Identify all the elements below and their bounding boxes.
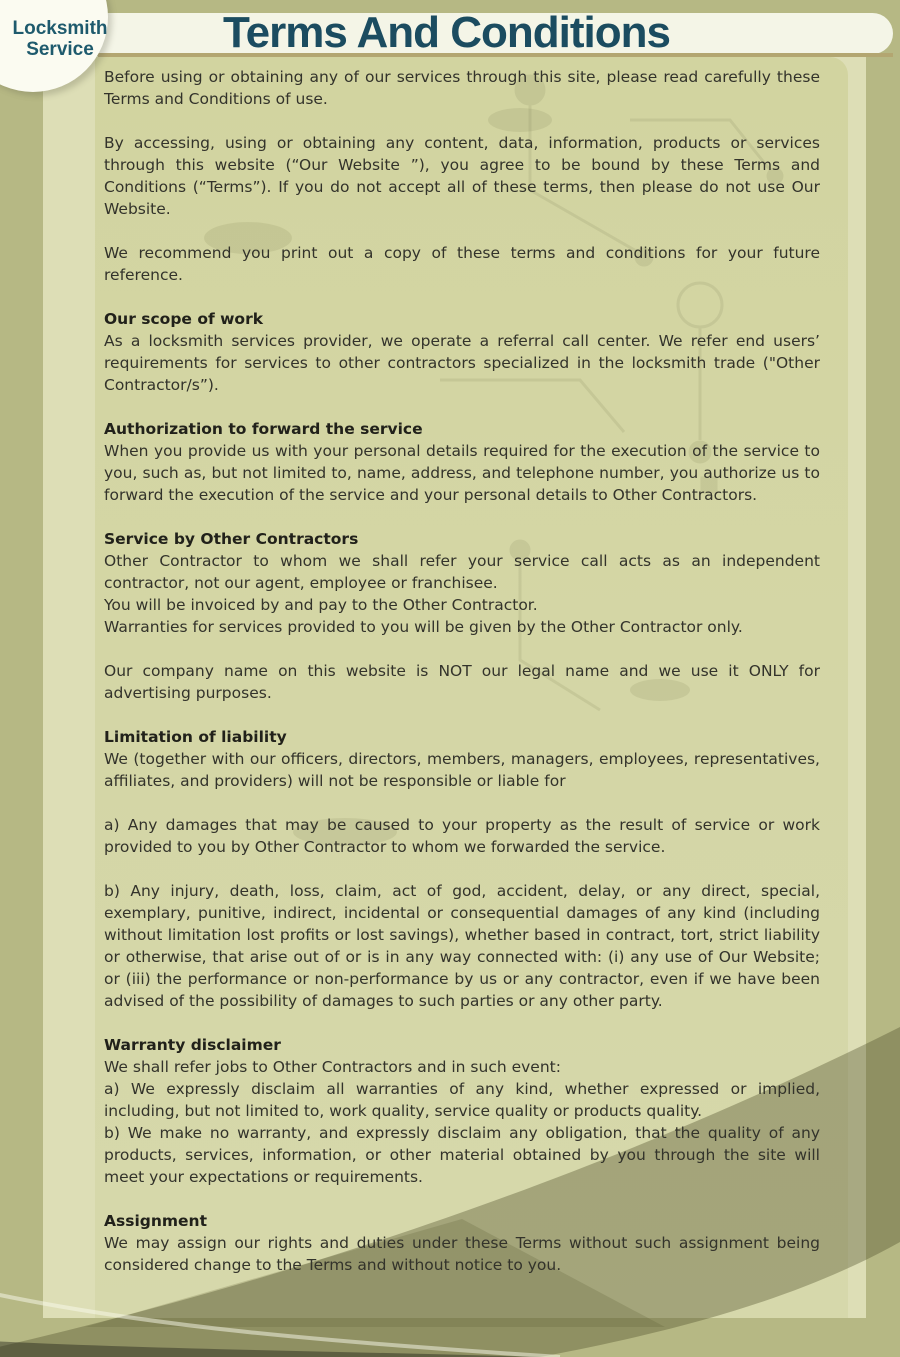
logo-line-2: Service [26,39,94,60]
section-heading: Warranty disclaimer [104,1036,281,1054]
paragraph-line: Other Contractor to whom we shall refer your service call acts as an independent contractor, not our agent, employee or franchisee. [104,552,820,592]
section-heading: Service by Other Contractors [104,530,359,548]
paragraph: We recommend you print out a copy of these terms and conditions for your future reference. [104,244,820,284]
section-heading: Authorization to forward the service [104,420,423,438]
section-heading: Assignment [104,1212,207,1230]
paragraph: Before using or obtaining any of our services through this site, please read carefully these Terms and Conditions of use. [104,68,820,108]
paragraph [104,550,820,638]
paragraph: As a locksmith services provider, we operate a referral call center. We refer end users’ requirements for services to other contractors specialized in the locksmith trade ("Other Contractor/s”). [104,332,820,394]
paragraph: We (together with our officers, directors, members, managers, employees, representatives, affiliates, and providers) will not be responsible or liable for [104,750,820,790]
paragraph: By accessing, using or obtaining any content, data, information, products or services through this website (“Our Website ”), you agree to be bound by these Terms and Conditions (“Terms”). If you do not accept all of these terms, then please do not use Our Website. [104,134,820,218]
paragraph: a) Any damages that may be caused to your property as the result of service or work provided to you by Other Contractor to whom we forwarded the service. [104,816,820,856]
section-heading: Our scope of work [104,310,264,328]
paragraph: When you provide us with your personal details required for the execution of the service to you, such as, but not limited to, name, address, and telephone number, you authorize us to forward the execution of the service and your personal details to Other Contractors. [104,442,820,504]
logo-text [6,18,114,60]
paragraph: We may assign our rights and duties under these Terms without such assignment being considered change to the Terms and without notice to you. [104,1234,820,1274]
content-column [104,66,820,1298]
logo-line-1: Locksmith [12,18,108,39]
paragraph [104,1056,820,1188]
paragraph-line: a) We expressly disclaim all warranties of any kind, whether expressed or implied, including, but not limited to, work quality, service quality or products quality. [104,1080,820,1120]
paragraph: b) Any injury, death, loss, claim, act of god, accident, delay, or any direct, special, exemplary, punitive, indirect, incidental or consequential damages of any kind (including without limitation lost profits or lost savings), whether based in contract, tort, strict liability or otherwise, that arise out of or is in any way connected with: (i) any use of Our Website; or (iii) the performance or non-performance by us or any contractor, even if we have been advised of the possibility of damages to such parties or any other party. [104,882,820,1010]
paragraph-line: b) We make no warranty, and expressly disclaim any obligation, that the quality of any products, services, information, or other material obtained by you through the site will meet your expectations or requirements. [104,1124,820,1186]
paragraph-line: We shall refer jobs to Other Contractors and in such event: [104,1058,561,1076]
section-heading: Limitation of liability [104,728,287,746]
paragraph-line: You will be invoiced by and pay to the Other Contractor. [104,596,538,614]
paragraph: Our company name on this website is NOT our legal name and we use it ONLY for advertising purposes. [104,662,820,702]
page-title: Terms And Conditions [223,8,670,57]
paragraph-line: Warranties for services provided to you will be given by the Other Contractor only. [104,618,743,636]
